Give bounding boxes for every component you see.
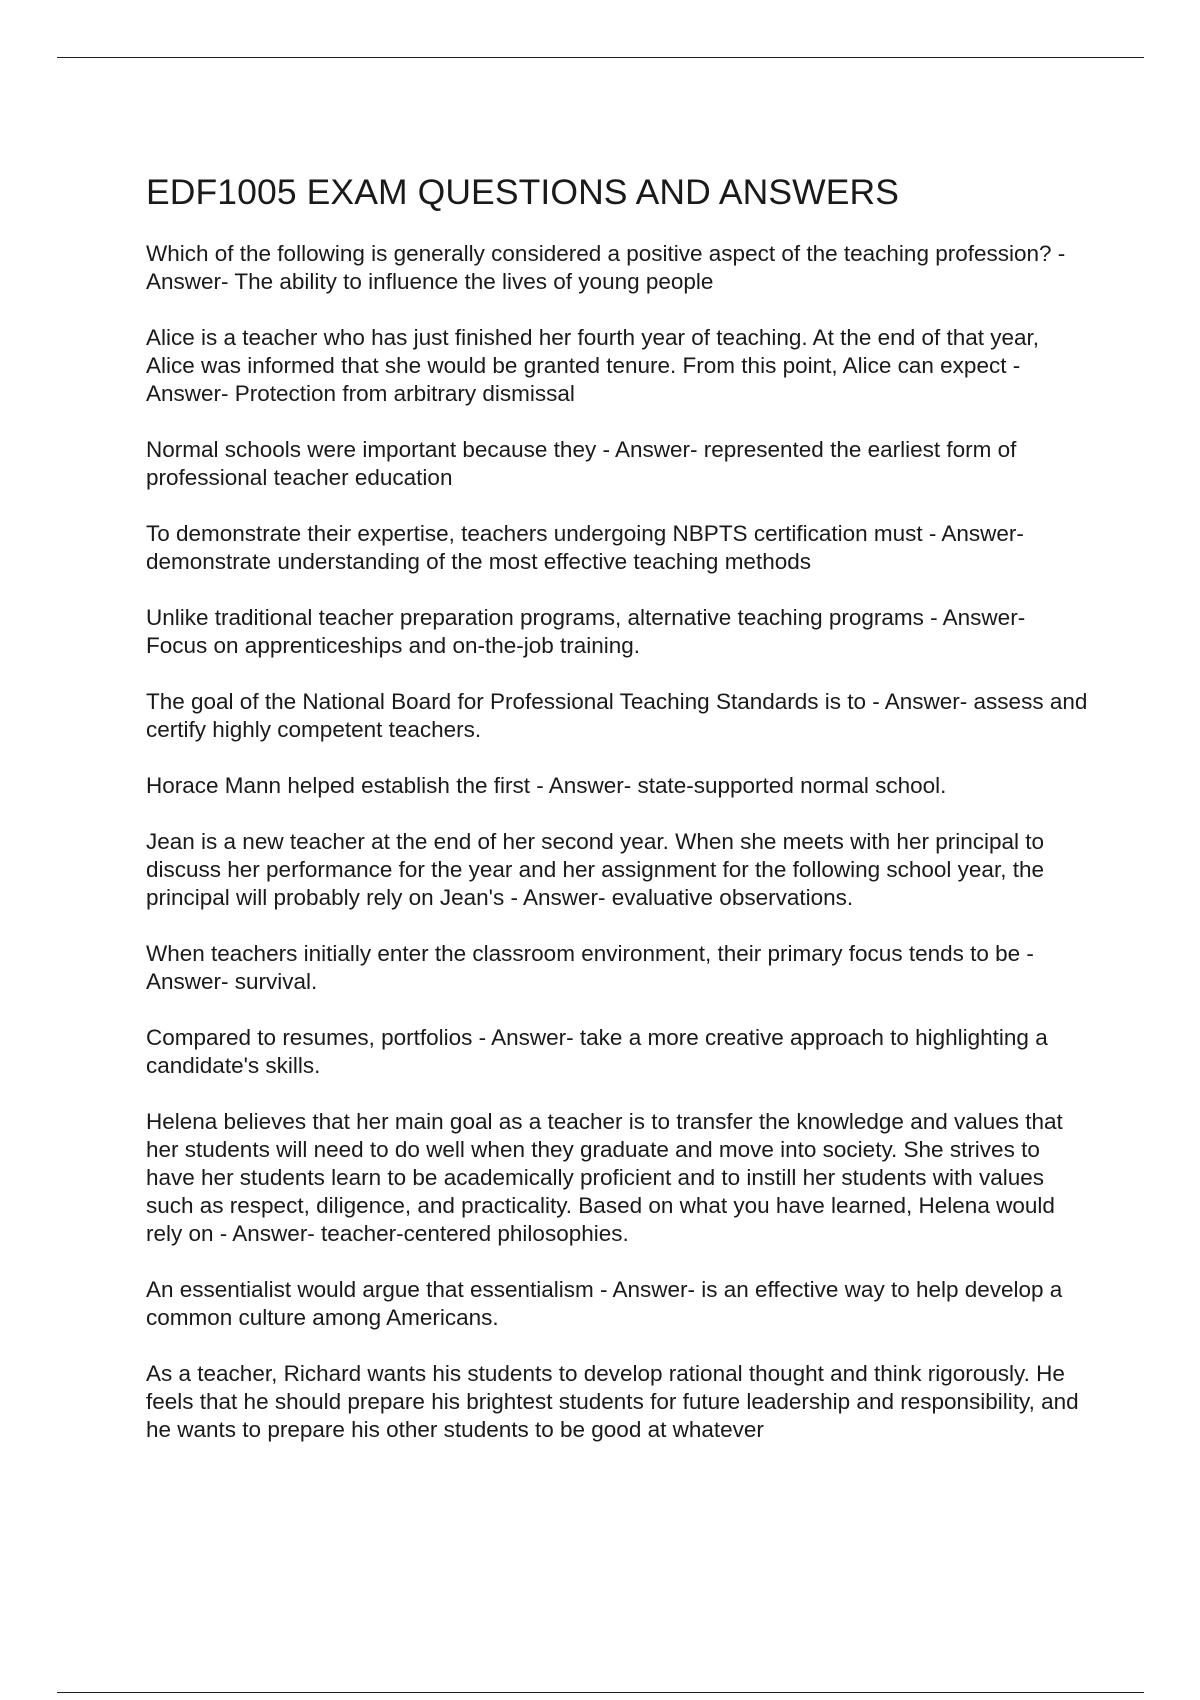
qa-entry: When teachers initially enter the classroom environment, their primary focus tends to be - Answer- survival. <box>146 941 1034 994</box>
top-divider <box>57 57 1144 58</box>
qa-entry: The goal of the National Board for Professional Teaching Standards is to - Answer- assess and certify highly competent teachers. <box>146 689 1088 742</box>
page-title: EDF1005 EXAM QUESTIONS AND ANSWERS <box>146 172 900 212</box>
qa-entry: Which of the following is generally considered a positive aspect of the teaching profession? - Answer- The ability to influence the lives of young people <box>146 241 1066 294</box>
bottom-divider <box>57 1692 1144 1693</box>
qa-entry: Alice is a teacher who has just finished her fourth year of teaching. At the end of that year, Alice was informed that she would be granted tenure. From this point, Alice can expect - Answer- Protection from arbitrary dismissal <box>146 325 1040 406</box>
qa-entry: Unlike traditional teacher preparation programs, alternative teaching programs - Answer- Focus on apprenticeships and on-the-job training. <box>146 605 1026 658</box>
qa-entry: To demonstrate their expertise, teachers undergoing NBPTS certification must - Answer- demonstrate understanding of the most effective teaching methods <box>146 521 1024 574</box>
qa-entry: An essentialist would argue that essentialism - Answer- is an effective way to help develop a common culture among Americans. <box>146 1277 1063 1330</box>
qa-entry: Horace Mann helped establish the first - Answer- state-supported normal school. <box>146 773 947 798</box>
qa-entry: Compared to resumes, portfolios - Answer- take a more creative approach to highlighting a candidate's skills. <box>146 1025 1048 1078</box>
qa-entry: Helena believes that her main goal as a teacher is to transfer the knowledge and values that her students will need to do well when they graduate and move into society. She strives to have her students learn to be academically proficient and to instill her students with values such as respect, diligence, and practicality. Based on what you have learned, Helena would rely on - Answer- teacher-centered philosophies. <box>146 1109 1063 1246</box>
qa-entry: Jean is a new teacher at the end of her second year. When she meets with her principal to discuss her performance for the year and her assignment for the following school year, the principal will probably rely on Jean's - Answer- evaluative observations. <box>146 829 1045 910</box>
qa-entry: Normal schools were important because they - Answer- represented the earliest form of professional teacher education <box>146 437 1017 490</box>
qa-entry: As a teacher, Richard wants his students to develop rational thought and think rigorously. He feels that he should prepare his brightest students for future leadership and responsibility, and he wants to prepare his other students to be good at whatever <box>146 1361 1079 1442</box>
document-body <box>146 170 1091 1472</box>
